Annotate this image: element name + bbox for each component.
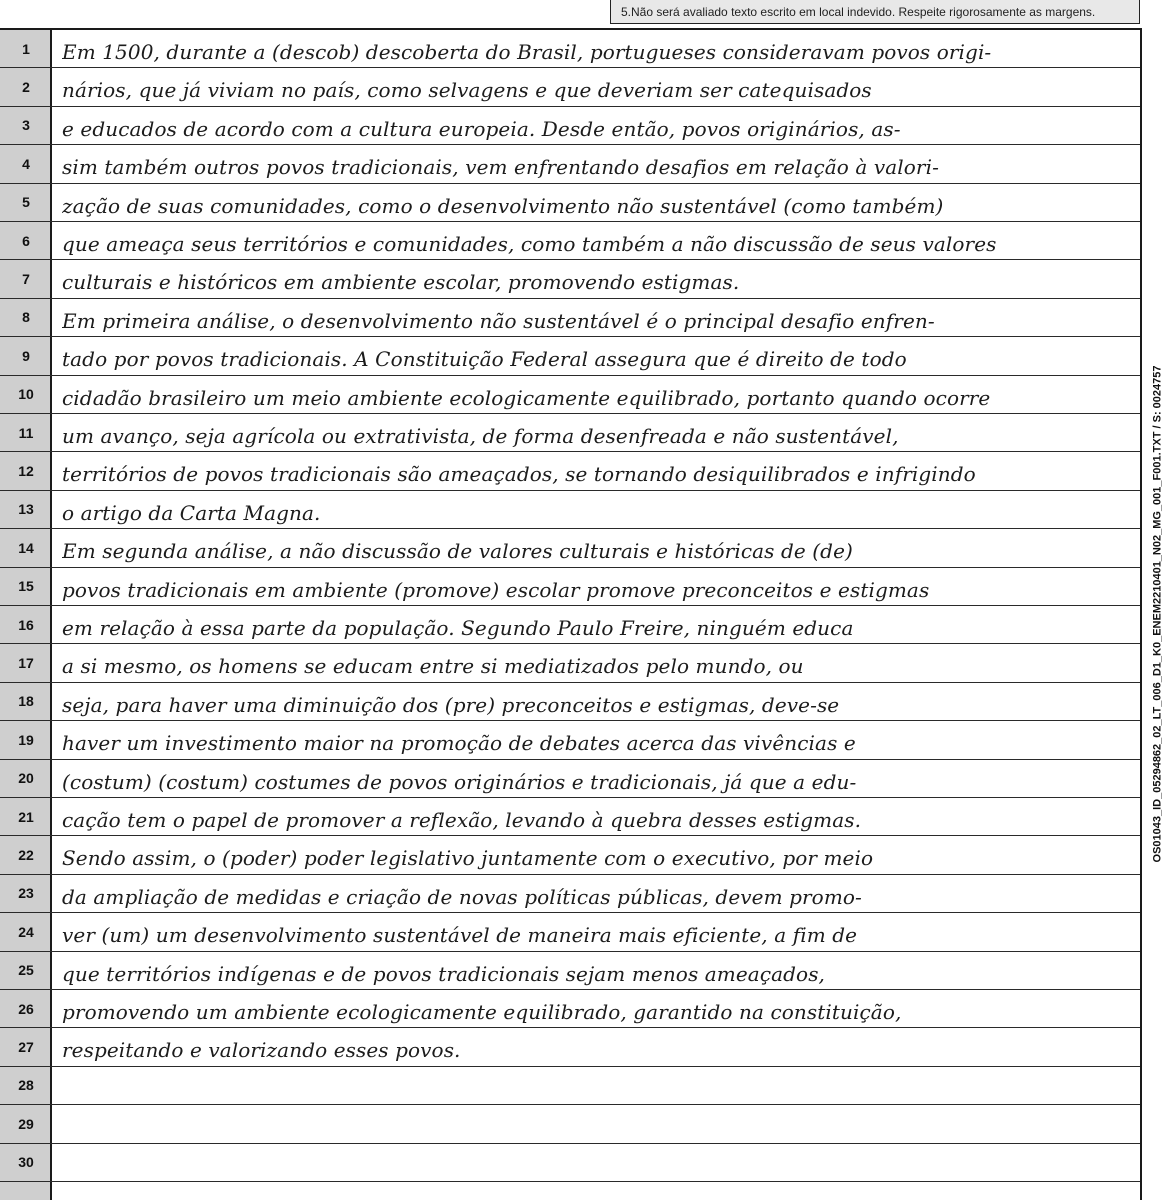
line-number: 29 bbox=[18, 1115, 34, 1132]
handwritten-text: zação de suas comunidades, como o desenvolvimento não sustentável (como também) bbox=[62, 193, 944, 218]
line-number: 15 bbox=[18, 578, 34, 595]
essay-answer-sheet bbox=[0, 28, 1142, 1200]
handwritten-text: Em primeira análise, o desenvolvimento não sustentável é o principal desafio enfren- bbox=[62, 308, 935, 333]
handwritten-text: povos tradicionais em ambiente (promove) escolar promove preconceitos e estigmas bbox=[62, 577, 930, 602]
essay-line bbox=[0, 30, 1140, 68]
handwritten-text: haver um investimento maior na promoção de debates acerca das vivências e bbox=[62, 731, 856, 756]
essay-line bbox=[0, 913, 1140, 951]
line-number: 6 bbox=[22, 232, 30, 249]
handwritten-text: um avanço, seja agrícola ou extrativista, de forma desenfreada e não sustentável, bbox=[62, 424, 899, 448]
line-number: 5 bbox=[22, 194, 30, 211]
margin-code bbox=[1144, 28, 1170, 1200]
essay-line bbox=[0, 337, 1140, 375]
handwritten-text: que territórios indígenas e de povos tradicionais sejam menos ameaçados, bbox=[62, 961, 826, 986]
essay-line bbox=[0, 414, 1140, 452]
line-number: 30 bbox=[18, 1154, 34, 1171]
essay-line bbox=[0, 990, 1140, 1028]
handwritten-text: seja, para haver uma diminuição dos (pre) preconceitos e estigmas, deve-se bbox=[62, 692, 840, 717]
handwritten-text: o artigo da Carta Magna. bbox=[62, 500, 321, 525]
essay-line bbox=[0, 568, 1140, 606]
line-number: 12 bbox=[18, 463, 34, 480]
line-number: 24 bbox=[18, 923, 34, 940]
handwritten-text: culturais e históricos em ambiente escolar, promovendo estigmas. bbox=[62, 270, 740, 295]
line-number: 16 bbox=[18, 616, 34, 633]
handwritten-text: Em segunda análise, a não discussão de valores culturais e históricas de (de) bbox=[62, 539, 853, 564]
handwritten-text: ver (um) um desenvolvimento sustentável de maneira mais eficiente, a fim de bbox=[62, 923, 858, 948]
handwritten-text: sim também outros povos tradicionais, vem enfrentando desafios em relação à valori- bbox=[62, 155, 939, 180]
line-number: 27 bbox=[18, 1039, 34, 1056]
essay-line bbox=[0, 376, 1140, 414]
line-number: 28 bbox=[18, 1077, 34, 1094]
handwritten-text: cação tem o papel de promover a reflexão, levando à quebra desses estigmas. bbox=[62, 808, 862, 832]
line-number: 17 bbox=[18, 655, 34, 672]
handwritten-text: da ampliação de medidas e criação de novas políticas públicas, devem promo- bbox=[62, 884, 862, 909]
essay-line bbox=[0, 798, 1140, 836]
handwritten-text: que ameaça seus territórios e comunidades, como também a não discussão de seus valores bbox=[62, 232, 997, 256]
line-number: 19 bbox=[18, 731, 34, 748]
essay-line bbox=[0, 145, 1140, 183]
essay-line bbox=[0, 68, 1140, 106]
handwritten-text: Em 1500, durante a (descob) descoberta do Brasil, portugueses consideravam povos origi- bbox=[62, 40, 992, 64]
instruction-notice: 5.Não será avaliado texto escrito em local indevido. Respeite rigorosamente as margens. bbox=[610, 0, 1140, 24]
handwritten-text: (costum) (costum) costumes de povos originários e tradicionais, já que a edu- bbox=[62, 769, 857, 794]
line-number: 14 bbox=[18, 539, 34, 556]
line-number: 18 bbox=[18, 693, 34, 710]
line-number: 25 bbox=[18, 962, 34, 979]
line-number: 4 bbox=[22, 155, 30, 172]
line-number: 26 bbox=[18, 1000, 34, 1017]
essay-line bbox=[0, 760, 1140, 798]
essay-line bbox=[0, 452, 1140, 490]
essay-line bbox=[0, 260, 1140, 298]
essay-line bbox=[0, 683, 1140, 721]
margin-code-text: OS01043_ID_05294862_02_LT_006_D1_K0_ENEM2210401_N02_MG_001_F001.TXT / S: 0024757 bbox=[1151, 365, 1164, 863]
handwritten-text: tado por povos tradicionais. A Constituição Federal assegura que é direito de todo bbox=[62, 347, 907, 372]
handwritten-text: cidadão brasileiro um meio ambiente ecologicamente equilibrado, portanto quando ocorre bbox=[62, 385, 991, 410]
essay-line bbox=[0, 875, 1140, 913]
essay-line bbox=[0, 1144, 1140, 1182]
essay-line bbox=[0, 1028, 1140, 1066]
handwritten-text: respeitando e valorizando esses povos. bbox=[62, 1038, 461, 1063]
line-number: 9 bbox=[22, 347, 30, 364]
essay-line bbox=[0, 491, 1140, 529]
handwritten-text: territórios de povos tradicionais são ameaçados, se tornando desiquilibrados e infrigindo bbox=[62, 462, 976, 487]
line-number: 22 bbox=[18, 847, 34, 864]
line-number: 10 bbox=[18, 386, 34, 403]
essay-line bbox=[0, 836, 1140, 874]
line-number: 7 bbox=[22, 271, 30, 288]
line-number: 23 bbox=[18, 885, 34, 902]
handwritten-text: e educados de acordo com a cultura europeia. Desde então, povos originários, as- bbox=[62, 116, 901, 141]
essay-line bbox=[0, 644, 1140, 682]
line-number: 13 bbox=[18, 501, 34, 518]
line-number: 8 bbox=[22, 309, 30, 326]
handwritten-text: Sendo assim, o (poder) poder legislativo juntamente com o executivo, por meio bbox=[62, 846, 874, 871]
essay-line bbox=[0, 184, 1140, 222]
line-number: 21 bbox=[18, 808, 34, 825]
essay-line bbox=[0, 606, 1140, 644]
essay-line bbox=[0, 299, 1140, 337]
handwritten-text: a si mesmo, os homens se educam entre si mediatizados pelo mundo, ou bbox=[62, 654, 804, 679]
essay-line bbox=[0, 222, 1140, 260]
line-number: 20 bbox=[18, 770, 34, 787]
essay-line bbox=[0, 721, 1140, 759]
line-number: 11 bbox=[18, 424, 34, 441]
line-number: 1 bbox=[22, 40, 30, 57]
essay-line bbox=[0, 1105, 1140, 1143]
essay-line bbox=[0, 1067, 1140, 1105]
handwritten-text bbox=[62, 1148, 1130, 1178]
essay-line bbox=[0, 529, 1140, 567]
handwritten-text: nários, que já viviam no país, como selvagens e que deveriam ser catequisados bbox=[62, 78, 872, 103]
handwritten-text bbox=[62, 1071, 1130, 1101]
line-number: 2 bbox=[22, 79, 30, 96]
handwritten-text bbox=[62, 1109, 1130, 1139]
line-number: 3 bbox=[22, 117, 30, 134]
handwritten-text: promovendo um ambiente ecologicamente equilibrado, garantido na constituição, bbox=[62, 1000, 902, 1024]
essay-line bbox=[0, 107, 1140, 145]
handwritten-text: em relação à essa parte da população. Segundo Paulo Freire, ninguém educa bbox=[62, 616, 854, 640]
essay-line bbox=[0, 952, 1140, 990]
